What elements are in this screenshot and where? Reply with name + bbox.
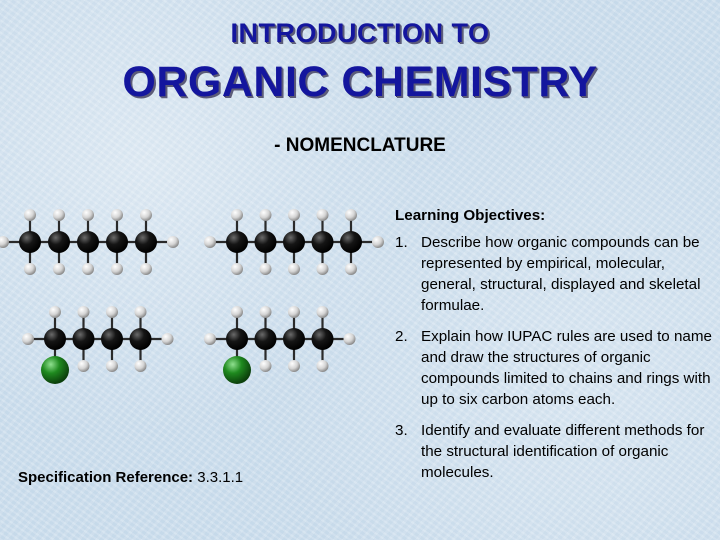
molecule-pentane xyxy=(0,209,179,275)
hydrogen-atom xyxy=(162,333,174,345)
molecule-chlorobutane xyxy=(204,306,356,384)
objective-number: 3. xyxy=(395,422,408,439)
hydrogen-atom xyxy=(82,263,94,275)
hydrogen-atom xyxy=(24,263,36,275)
hydrogen-atom xyxy=(140,209,152,221)
hydrogen-atom xyxy=(78,360,90,372)
hydrogen-atom xyxy=(317,306,329,318)
carbon-atom xyxy=(106,231,128,253)
hydrogen-atom xyxy=(135,306,147,318)
hydrogen-atom xyxy=(0,236,9,248)
slide-title-line2: ORGANIC CHEMISTRY xyxy=(122,58,598,106)
objective-item xyxy=(395,326,715,410)
hydrogen-atom xyxy=(231,209,243,221)
chlorine-atom xyxy=(223,356,251,384)
hydrogen-atom xyxy=(288,306,300,318)
carbon-atom xyxy=(226,328,248,350)
hydrogen-atom xyxy=(82,209,94,221)
hydrogen-atom xyxy=(140,263,152,275)
molecule-pentane xyxy=(204,209,384,275)
objectives-heading: Learning Objectives: xyxy=(395,207,546,224)
objectives-list xyxy=(395,232,715,483)
hydrogen-atom xyxy=(231,306,243,318)
hydrogen-atom xyxy=(372,236,384,248)
hydrogen-atom xyxy=(53,263,65,275)
hydrogen-atom xyxy=(317,360,329,372)
hydrogen-atom xyxy=(288,263,300,275)
objective-item xyxy=(395,232,715,316)
hydrogen-atom xyxy=(53,209,65,221)
carbon-atom xyxy=(312,328,334,350)
atom-group xyxy=(204,209,384,275)
hydrogen-atom xyxy=(204,236,216,248)
carbon-atom xyxy=(283,328,305,350)
carbon-atom xyxy=(135,231,157,253)
chlorine-atom xyxy=(41,356,69,384)
atom-group xyxy=(204,306,356,384)
hydrogen-atom xyxy=(288,360,300,372)
hydrogen-atom xyxy=(260,209,272,221)
carbon-atom xyxy=(48,231,70,253)
spec-reference-value: 3.3.1.1 xyxy=(197,469,244,486)
hydrogen-atom xyxy=(24,209,36,221)
objective-number: 1. xyxy=(395,234,408,251)
carbon-atom xyxy=(130,328,152,350)
hydrogen-atom xyxy=(135,360,147,372)
carbon-atom xyxy=(226,231,248,253)
hydrogen-atom xyxy=(111,263,123,275)
hydrogen-atom xyxy=(288,209,300,221)
slide-title-line1: INTRODUCTION TO xyxy=(230,18,490,48)
carbon-atom xyxy=(101,328,123,350)
hydrogen-atom xyxy=(317,263,329,275)
hydrogen-atom xyxy=(106,306,118,318)
spec-reference-label: Specification Reference: xyxy=(18,469,194,486)
carbon-atom xyxy=(283,231,305,253)
carbon-atom xyxy=(255,328,277,350)
hydrogen-atom xyxy=(345,263,357,275)
hydrogen-atom xyxy=(317,209,329,221)
hydrogen-atom xyxy=(260,360,272,372)
hydrogen-atom xyxy=(344,333,356,345)
hydrogen-atom xyxy=(231,263,243,275)
objective-number: 2. xyxy=(395,328,408,345)
objective-item xyxy=(395,420,715,483)
slide-subtitle: - NOMENCLATURE xyxy=(274,135,446,156)
hydrogen-atom xyxy=(345,209,357,221)
hydrogen-atom xyxy=(106,360,118,372)
atom-group xyxy=(22,306,174,384)
objective-text: Identify and evaluate different methods for the structural identification of organic molecules. xyxy=(421,422,705,481)
hydrogen-atom xyxy=(260,306,272,318)
objective-text: Explain how IUPAC rules are used to name and draw the structures of organic compounds limited to chains and rings with up to six carbon atoms each. xyxy=(421,328,712,408)
carbon-atom xyxy=(77,231,99,253)
hydrogen-atom xyxy=(260,263,272,275)
carbon-atom xyxy=(19,231,41,253)
carbon-atom xyxy=(73,328,95,350)
hydrogen-atom xyxy=(78,306,90,318)
molecule-illustrations xyxy=(0,0,390,400)
hydrogen-atom xyxy=(204,333,216,345)
atom-group xyxy=(0,209,179,275)
specification-reference xyxy=(18,469,243,486)
carbon-atom xyxy=(255,231,277,253)
carbon-atom xyxy=(340,231,362,253)
learning-objectives xyxy=(395,205,715,493)
carbon-atom xyxy=(44,328,66,350)
hydrogen-atom xyxy=(111,209,123,221)
hydrogen-atom xyxy=(167,236,179,248)
objective-text: Describe how organic compounds can be represented by empirical, molecular, general, structural, displayed and skeletal formulae. xyxy=(421,234,701,314)
hydrogen-atom xyxy=(22,333,34,345)
molecule-chlorobutane xyxy=(22,306,174,384)
hydrogen-atom xyxy=(49,306,61,318)
carbon-atom xyxy=(312,231,334,253)
